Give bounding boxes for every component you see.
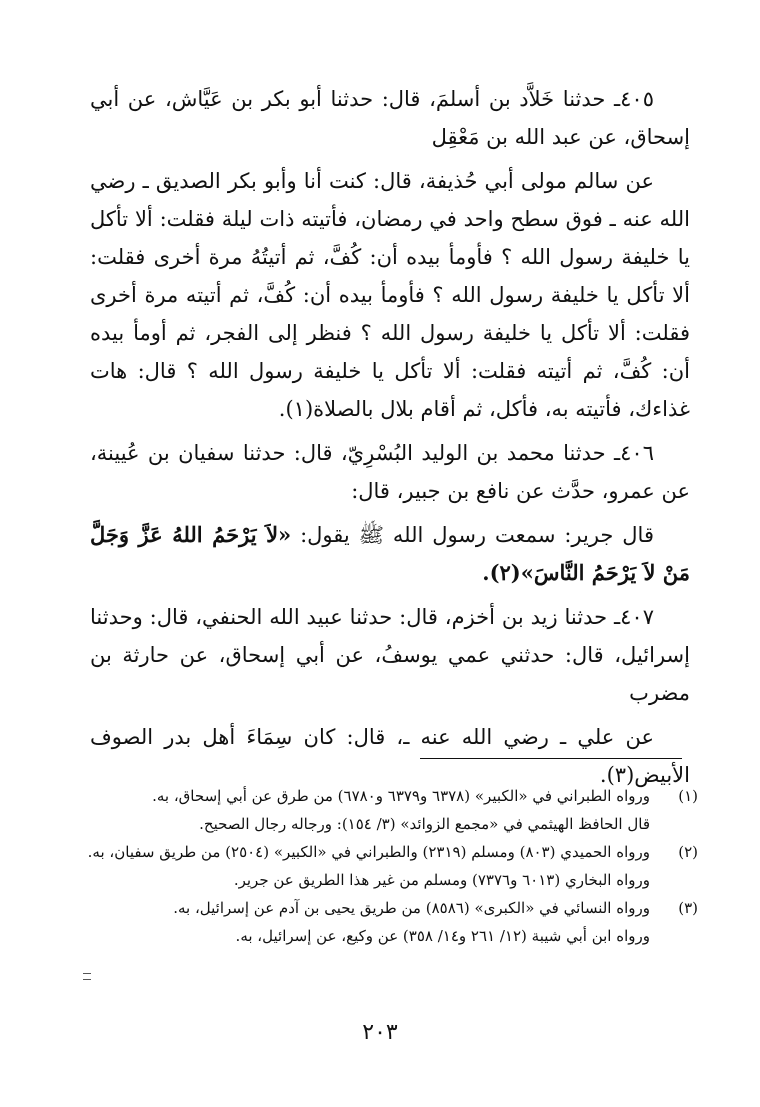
footnote-line: قال الحافظ الهيثمي في «مجمع الزوائد» (٣/ ١٥٤): ورجاله رجال الصحيح. [199,815,650,833]
hadith-406-isnad: ٤٠٦ـ حدثنا محمد بن الوليد البُسْرِيّ، قال: حدثنا سفيان بن عُيينة، عن عمرو، حدَّث عن نافع بن جبير، قال: [90,441,690,503]
footnote-line: ورواه البخاري (٦٠١٣ و٧٣٧٦) ومسلم من غير هذا الطريق عن جرير. [233,871,650,889]
hadith-406-matn [90,516,690,592]
hadith-407-isnad: ٤٠٧ـ حدثنا زيد بن أخزم، قال: حدثنا عبيد الله الحنفي، قال: وحدثنا إسرائيل، قال: حدثني عمي يوسفُ، عن أبي إسحاق، عن حارثة بن مضرب [90,605,690,705]
hadith-406-intro: قال جرير: سمعت رسول الله ﷺ يقول: [300,523,654,547]
footnote-divider [420,758,682,759]
footnote-3 [80,894,698,950]
footnotes [80,782,698,950]
page-number: ٢٠٣ [362,1020,398,1045]
footnote-line: ورواه النسائي في «الكبرى» (٨٥٨٦) من طريق يحيى بن آدم عن إسرائيل، به. [173,899,650,917]
main-text [90,80,690,800]
hadith-405-line2: إسحاق، عن عبد الله بن مَعْقِل [431,125,690,149]
hadith-405-body: عن سالم مولى أبي حُذيفة، قال: كنت أنا وأبو بكر الصديق ـ رضي الله عنه ـ فوق سطح واحد في رمضان، فأتيته ذات ليلة فقلت: ألا تأكل يا خليفة رسول الله ؟ فأومأ بيده أن: كُفَّ، ثم أتيتُهُ مرة أخرى فقلت: ألا تأكل يا خليفة رسول الله ؟ فأومأ بيده أن: كُفَّ، ثم أتيته مرة أخرى فقلت: ألا تأكل يا خليفة رسول الله ؟ فنظر إلى الفجر، ثم أومأ بيده أن: كُفَّ، ثم أتيته فقلت: ألا تأكل يا خليفة رسول الله ؟ قال: هات غذاءك، فأتيته به، فأكل، ثم أقام بلال بالصلاة(١). [90,169,690,421]
hadith-406-text: «لاَ يَرْحَمُ اللهُ عَزَّ وَجَلَّ مَنْ لاَ يَرْحَمُ النَّاسَ»(٢). [90,522,690,585]
hadith-405-isnad [90,80,690,156]
hadith-405-line1: ٤٠٥ـ حدثنا خَلاَّد بن أسلمَ، قال: حدثنا أبو بكر بن عَيَّاش، عن أبي [90,87,654,111]
footnote-number: (١) [678,787,698,805]
footnote-line: ورواه الحميدي (٨٠٣) ومسلم (٢٣١٩) والطبراني في «الكبير» (٢٥٠٤) من طريق سفيان، به. [87,843,650,861]
margin-mark [83,973,91,980]
hadith-407-matn: عن علي ـ رضي الله عنه ـ، قال: كان سِمَاءَ أهل بدر الصوف الأبيض(٣). [90,725,690,787]
footnote-number: (٣) [678,899,698,917]
footnote-line: ورواه الطبراني في «الكبير» (٦٣٧٨ و٦٣٧٩ و٦٧٨٠) من طرق عن أبي إسحاق، به. [152,787,650,805]
footnote-line: ورواه ابن أبي شيبة (١٢/ ٢٦١ و١٤/ ٣٥٨) عن وكيع، عن إسرائيل، به. [235,927,650,945]
footnote-2 [80,838,698,894]
footnote-1 [80,782,698,838]
footnote-number: (٢) [678,843,698,861]
